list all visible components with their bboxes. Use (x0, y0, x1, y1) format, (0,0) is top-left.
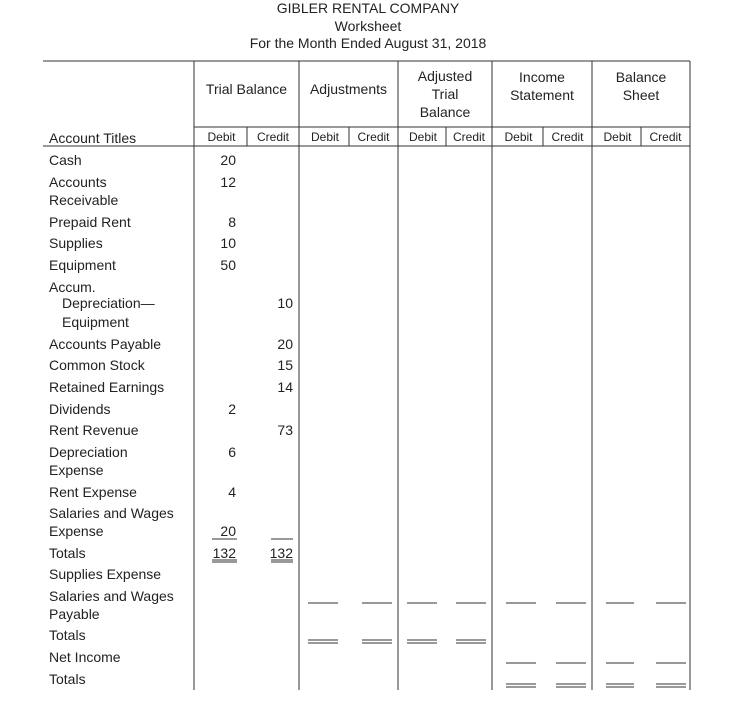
account-title: Receivable (49, 192, 119, 208)
account-title: Common Stock (49, 357, 145, 373)
debit-label: Debit (603, 130, 632, 144)
trial-balance-debit-value: 6 (228, 444, 236, 460)
account-title: Depreciation (49, 444, 128, 460)
account-title: Retained Earnings (49, 379, 165, 395)
statement-title: Worksheet (334, 18, 402, 34)
debit-label: Debit (504, 130, 533, 144)
group-title-3: Balance (419, 104, 471, 120)
debit-label: Debit (310, 130, 340, 144)
trial-balance-debit-value: 12 (220, 174, 236, 190)
credit-label: Credit (452, 130, 486, 144)
trial-balance-debit-value: 4 (228, 484, 236, 500)
trial-balance-debit-value: 10 (220, 235, 236, 251)
trial-balance-credit-value: 132 (269, 545, 293, 561)
trial-balance-credit-value: 73 (277, 422, 293, 438)
group-title-4: Statement (510, 87, 574, 103)
account-title: Rent Revenue (49, 422, 139, 438)
account-titles-header: Account Titles (49, 130, 137, 146)
account-title: Totals (49, 671, 86, 687)
group-title-4: Income (519, 69, 565, 85)
debit-label: Debit (207, 130, 236, 144)
trial-balance-credit-value: 20 (277, 336, 293, 352)
company-name: GIBLER RENTAL COMPANY (276, 0, 460, 16)
trial-balance-debit-value: 2 (228, 401, 236, 417)
account-title: Supplies Expense (49, 566, 162, 582)
group-title-5: Balance (615, 69, 667, 85)
trial-balance-credit-value: 14 (277, 379, 293, 395)
account-title: Totals (49, 627, 86, 643)
trial-balance-debit-value: 20 (220, 152, 236, 168)
credit-label: Credit (551, 130, 584, 144)
account-title: Supplies (49, 235, 103, 251)
account-title: Depreciation— (62, 295, 155, 311)
account-title: Payable (49, 606, 100, 622)
trial-balance-debit-value: 20 (220, 523, 236, 539)
account-title: Expense (49, 462, 104, 478)
period-label: For the Month Ended August 31, 2018 (249, 35, 487, 51)
group-title-3: Trial (431, 86, 459, 102)
group-title-2: Adjustments (309, 81, 388, 97)
credit-label: Credit (256, 130, 290, 144)
trial-balance-debit-value: 8 (228, 214, 236, 230)
group-title-5: Sheet (622, 87, 660, 103)
account-title: Accounts Payable (49, 336, 162, 352)
account-title: Prepaid Rent (49, 214, 131, 230)
account-title: Accum. (49, 279, 96, 295)
account-title: Cash (49, 152, 82, 168)
account-title: Net Income (49, 649, 121, 665)
account-title: Salaries and Wages (49, 588, 174, 604)
account-title: Equipment (62, 314, 129, 330)
trial-balance-debit-value: 132 (212, 545, 236, 561)
credit-label: Credit (357, 130, 390, 144)
account-title: Rent Expense (49, 484, 137, 500)
account-title: Totals (49, 545, 86, 561)
group-title-3: Adjusted (417, 68, 473, 84)
account-title: Salaries and Wages (49, 505, 174, 521)
account-title: Equipment (49, 257, 116, 273)
trial-balance-debit-value: 50 (220, 257, 236, 273)
group-title-1: Trial Balance (205, 81, 288, 97)
account-title: Expense (49, 523, 104, 539)
trial-balance-credit-value: 10 (277, 295, 293, 311)
debit-label: Debit (408, 130, 438, 144)
credit-label: Credit (649, 130, 682, 144)
account-title: Accounts (49, 174, 107, 190)
account-title: Dividends (49, 401, 111, 417)
trial-balance-credit-value: 15 (277, 357, 293, 373)
